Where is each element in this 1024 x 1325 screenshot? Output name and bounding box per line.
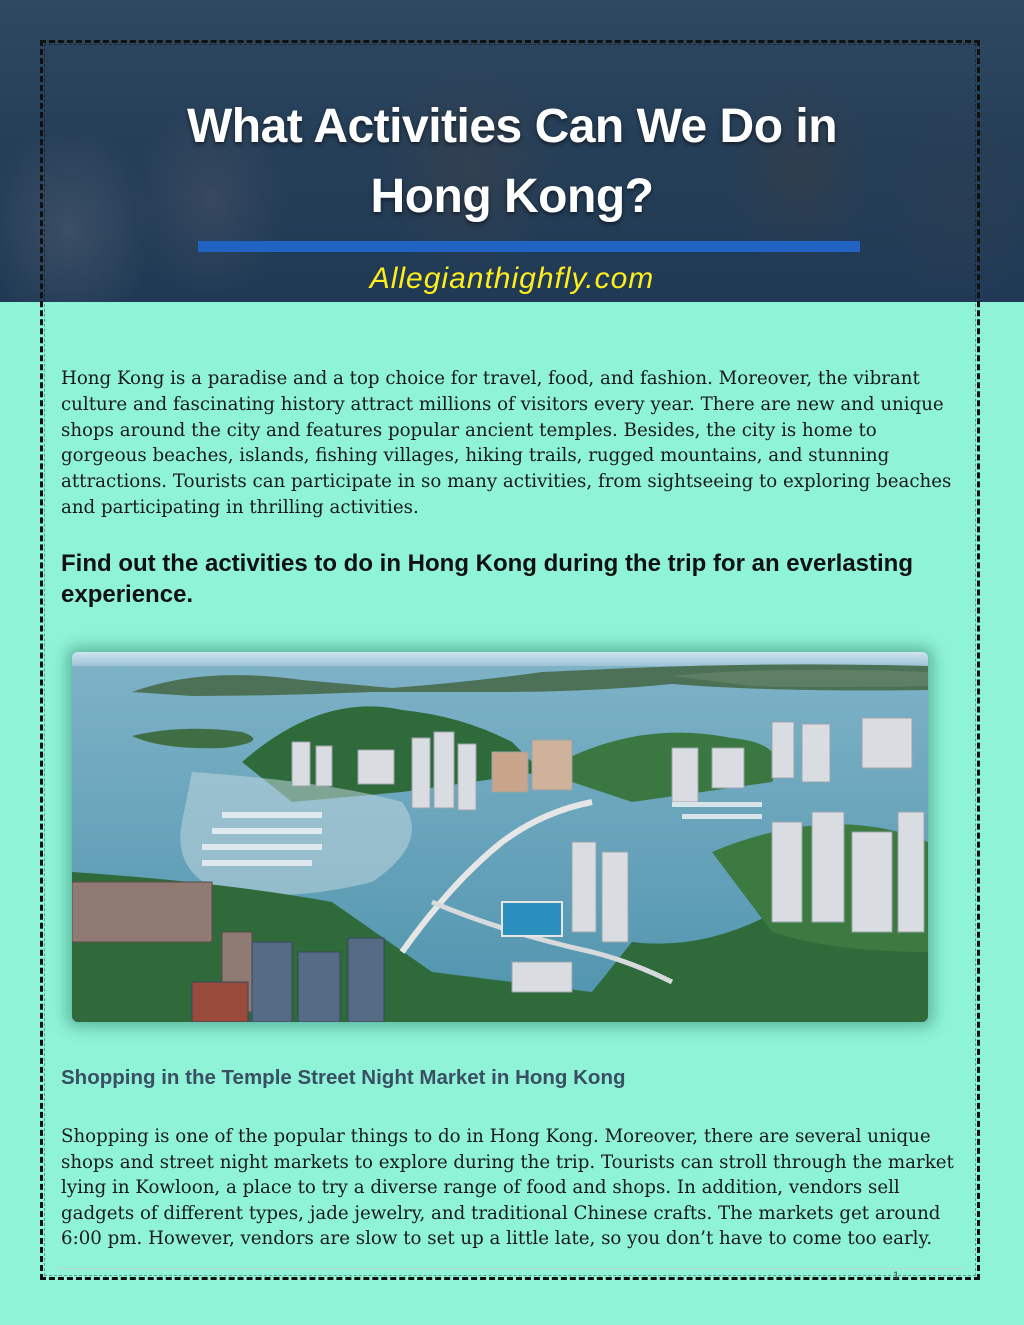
site-name: Allegianthighfly.com	[369, 262, 655, 295]
hong-kong-aerial-photo	[72, 652, 928, 1022]
section-headline: Find out the activities to do in Hong Kong during the trip for an everlasting experience.	[61, 550, 913, 608]
hero-banner	[0, 0, 1024, 302]
title-underline	[198, 241, 860, 252]
section-title: Shopping in the Temple Street Night Market in Hong Kong	[61, 1066, 626, 1089]
title-line-2: Hong Kong?	[370, 170, 654, 223]
section-body: Shopping is one of the popular things to do in Hong Kong. Moreover, there are several unique shops and street night markets to explore during the trip. Tourists can stroll through the market lying in Kowloon, a place to try a diverse range of food and shops. In addition, vendors sell gadgets of different types, jade jewelry, and traditional Chinese crafts. The markets get around 6:00 pm. However, vendors are slow to set up a little late, so you don’t have to come too early.	[61, 1126, 954, 1250]
footer-rule	[58, 1268, 964, 1269]
page-title	[0, 92, 1024, 232]
title-line-1: What Activities Can We Do in	[186, 100, 838, 153]
page-number: 1	[893, 1270, 900, 1282]
intro-paragraph: Hong Kong is a paradise and a top choice for travel, food, and fashion. Moreover, the vibrant culture and fascinating history attract millions of visitors every year. There are new and unique shops around the city and features popular ancient temples. Besides, the city is home to gorgeous beaches, islands, fishing villages, hiking trails, rugged mountains, and stunning attractions. Tourists can participate in so many activities, from sightseeing to exploring beaches and participating in thrilling activities.	[61, 368, 952, 518]
